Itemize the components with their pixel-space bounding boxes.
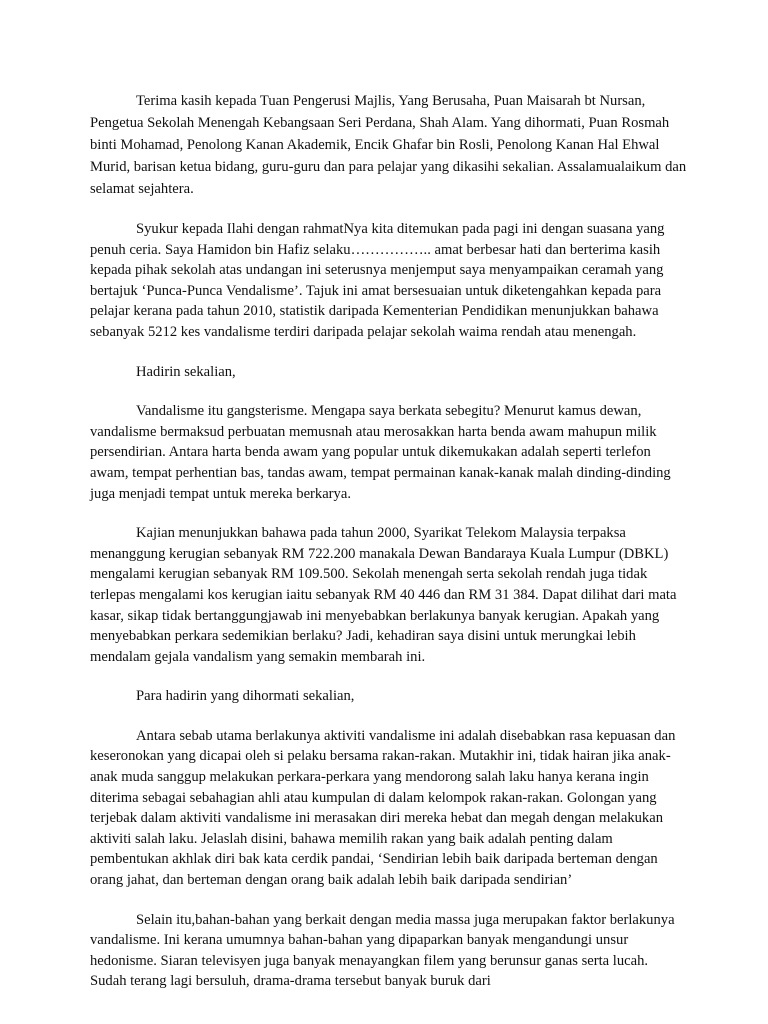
paragraph-statistics: Kajian menunjukkan bahawa pada tahun 2000, Syarikat Telekom Malaysia terpaksa menanggung kerugian sebanyak RM 722.200 manakala Dewan Bandaraya Kuala Lumpur (DBKL) mengalami kerugian sebanyak RM 109.500. Sekolah menengah serta sekolah rendah juga tidak terlepas mengalami kos kerugian iaitu sebanyak RM 40 446 dan RM 31 384. Dapat dilihat dari mata kasar, sikap tidak bertanggungjawab ini menyebabkan berlakunya banyak kerugian. Apakah yang menyebabkan perkara sedemikian berlaku? Jadi, kehadiran saya disini untuk merungkai lebih mendalam gejala vandalism yang semakin membarah ini. [90,525,677,665]
paragraph-introduction: Syukur kepada Ilahi dengan rahmatNya kita ditemukan pada pagi ini dengan suasana yang penuh ceria. Saya Hamidon bin Hafiz selaku…………….. amat berbesar hati dan berterima kasih kepada pihak sekolah atas undangan ini seterusnya menjemput saya menyampaikan ceramah yang bertajuk ‘Punca-Punca Vendalisme’. Tajuk ini amat bersesuaian untuk diketengahkan kepada para pelajar kerana pada tahun 2010, statistik daripada Kementerian Pendidikan menunjukkan bahawa sebanyak 5212 kes vandalisme terdiri daripada pelajar sekolah waima rendah atau menengah. [90,221,665,340]
salutation-para-hadirin: Para hadirin yang dihormati sekalian, [136,688,355,705]
salutation-hadirin: Hadirin sekalian, [136,363,236,380]
paragraph-definition: Vandalisme itu gangsterisme. Mengapa saya berkata sebegitu? Menurut kamus dewan, vandalisme bermaksud perbuatan memusnah atau merosakkan harta benda awam mahupun milik persendirian. Antara harta benda awam yang popular untuk dikemukakan adalah seperti terlefon awam, tempat perhentian bas, tandas awam, tempat permainan kanak-kanak malah dinding-dinding juga menjadi tempat untuk mereka berkarya. [90,403,671,502]
paragraph-greeting: Terima kasih kepada Tuan Pengerusi Majlis, Yang Berusaha, Puan Maisarah bt Nursan, Pengetua Sekolah Menengah Kebangsaan Seri Perdana, Shah Alam. Yang dihormati, Puan Rosmah binti Mohamad, Penolong Kanan Akademik, Encik Ghafar bin Rosli, Penolong Kanan Hal Ehwal Murid, barisan ketua bidang, guru-guru dan para pelajar yang dikasihi sekalian. Assalamualaikum dan selamat sejahtera. [90,93,687,197]
paragraph-cause-media: Selain itu,bahan-bahan yang berkait dengan media massa juga merupakan faktor berlakunya vandalisme. Ini kerana umumnya bahan-bahan yang dipaparkan banyak mengandungi unsur hedonisme. Siaran televisyen juga banyak menayangkan filem yang berunsur ganas serta lucah. Sudah terang lagi bersuluh, drama-drama tersebut banyak buruk dari [90,911,675,990]
paragraph-cause-peers: Antara sebab utama berlakunya aktiviti vandalisme ini adalah disebabkan rasa kepuasan dan keseronokan yang dicapai oleh si pelaku bersama rakan-rakan. Mutakhir ini, tidak hairan jika anak-anak muda sanggup melakukan perkara-perkara yang mendorong salah laku hanya kerana ingin diterima sebagai sebahagian ahli atau kumpulan di dalam kelompok rakan-rakan. Golongan yang terjebak dalam aktiviti vandalisme ini merasakan diri mereka hebat dan megah dengan melakukan aktiviti salah laku. Jelaslah disini, bahawa memilih rakan yang baik adalah penting dalam pembentukan akhlak diri bak kata cerdik pandai, ‘Sendirian lebih baik daripada berteman dengan orang jahat, dan berteman dengan orang baik adalah lebih baik daripada sendirian’ [90,727,676,889]
